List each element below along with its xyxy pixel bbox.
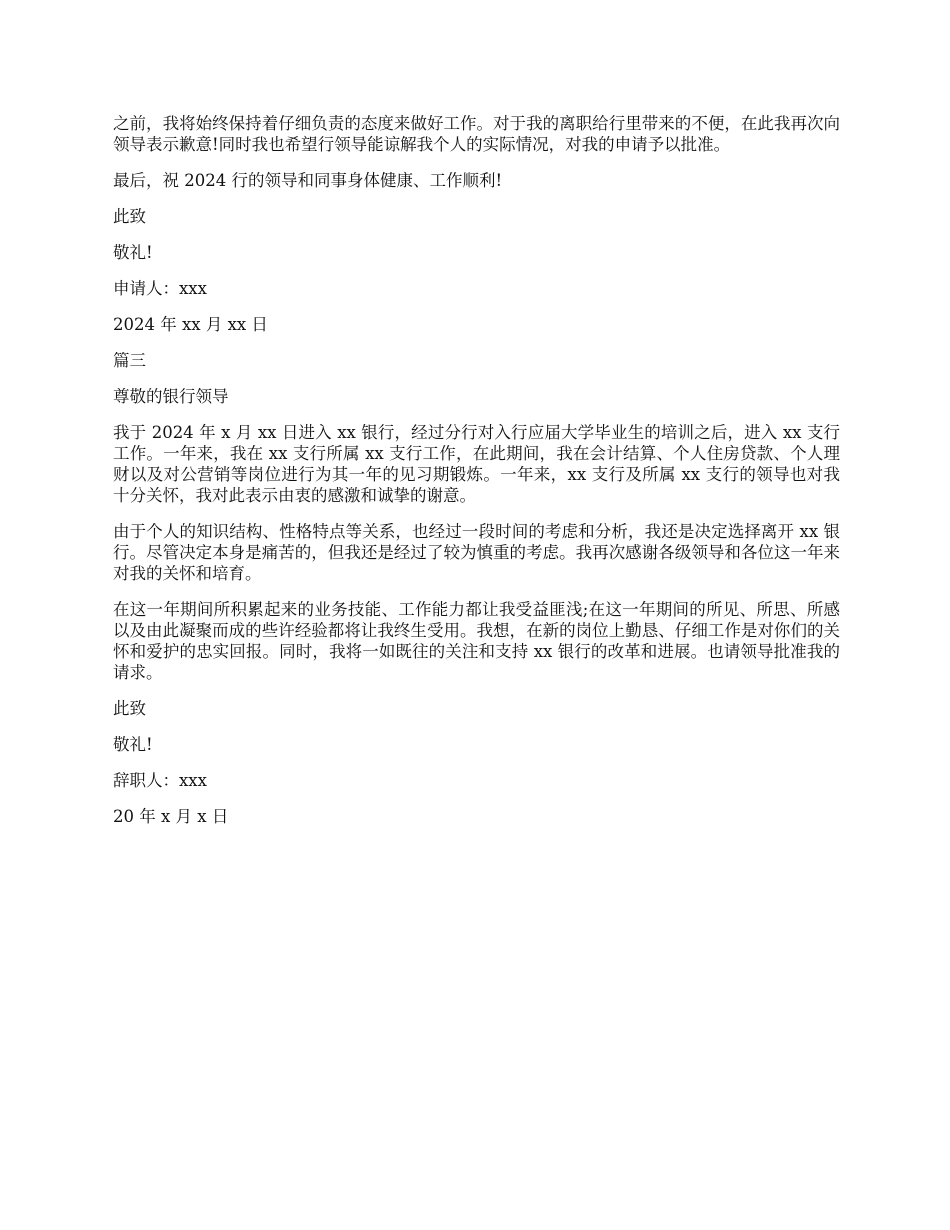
letter-greeting: 尊敬的银行领导 <box>113 387 229 406</box>
paragraph-apology: 之前，我将始终保持着仔细负责的态度来做好工作。对于我的离职给行里带来的不便，在此我再次向领导表示歉意!同时我也希望行领导能谅解我个人的实际情况，对我的申请予以批准。 <box>113 114 840 154</box>
salutation-cizhi: 此致 <box>113 207 146 226</box>
paragraph-background: 我于 2024 年 x 月 xx 日进入 xx 银行，经过分行对入行应届大学毕业生的培训之后，进入 xx 支行工作。一年来，我在 xx 支行所属 xx 支行工作，在此期间，我在会计结算、个人住房贷款、个人理财以及对公营销等岗位进行为其一年的见习期锻炼。一年来，xx 支行及所属 xx 支行的领导也对我十分关怀，我对此表示由衷的感激和诚挚的谢意。 <box>113 423 840 505</box>
applicant-signature: 申请人：xxx <box>113 279 207 298</box>
document-body <box>113 113 840 842</box>
section-heading: 篇三 <box>113 351 146 370</box>
paragraph-decision: 由于个人的知识结构、性格特点等关系，也经过一段时间的考虑和分析，我还是决定选择离开 xx 银行。尽管决定本身是痛苦的，但我还是经过了较为慎重的考虑。我再次感谢各级领导和各位这一年来对我的关怀和培育。 <box>113 522 840 583</box>
salutation-jingli-2: 敬礼! <box>113 735 153 754</box>
salutation-jingli: 敬礼! <box>113 243 153 262</box>
resigner-signature: 辞职人：xxx <box>113 771 207 790</box>
resigner-date: 20 年 x 月 x 日 <box>113 807 229 826</box>
paragraph-gratitude: 在这一年期间所积累起来的业务技能、工作能力都让我受益匪浅;在这一年期间的所见、所思、所感以及由此凝聚而成的些许经验都将让我终生受用。我想，在新的岗位上勤恳、仔细工作是对你们的关怀和爱护的忠实回报。同时，我将一如既往的关注和支持 xx 银行的改革和进展。也请领导批准我的请求。 <box>113 600 840 682</box>
applicant-date: 2024 年 xx 月 xx 日 <box>113 315 268 334</box>
salutation-cizhi-2: 此致 <box>113 699 146 718</box>
paragraph-closing-wish: 最后，祝 2024 行的领导和同事身体健康、工作顺利! <box>113 171 503 190</box>
